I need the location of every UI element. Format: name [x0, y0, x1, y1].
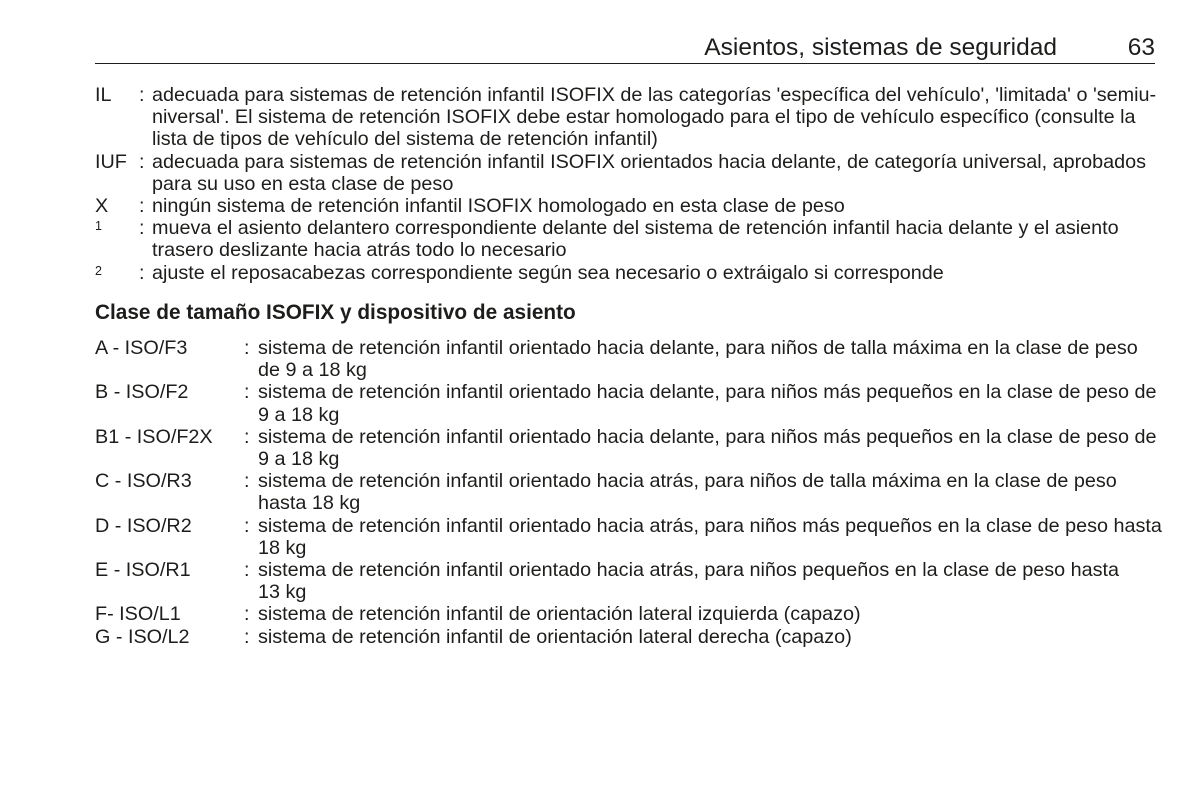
- legend-description: ajuste el reposacabezas correspondiente según sea necesario o extráigalo si corresponde: [152, 261, 944, 284]
- isofix-size-class-list: [95, 337, 1162, 648]
- size-class-separator: :: [244, 425, 250, 448]
- size-class-description: sistema de retención infantil orientado hacia delante, para niños más pequeños en la clase de peso de 9 a 18 kg: [258, 425, 1157, 471]
- size-class-separator: :: [244, 514, 250, 537]
- size-class-code: E - ISO/R1: [95, 559, 191, 582]
- size-class-code: D - ISO/R2: [95, 514, 192, 537]
- legend-item-footnote-1: [95, 217, 1156, 261]
- size-class-description: sistema de retención infantil orientado hacia delante, para niños más pequeños en la clase de peso de 9 a 18 kg: [258, 381, 1157, 426]
- legend-item-footnote-2: [95, 262, 1156, 284]
- size-class-separator: :: [244, 559, 250, 582]
- legend-term: X: [95, 195, 109, 218]
- size-class-description: sistema de retención infantil orientado hacia delante, para niños de talla máxima en la clase de peso de 9 a 18 kg: [258, 337, 1138, 382]
- size-class-b1-iso-f2x: [95, 426, 1162, 470]
- legend-term: IUF: [95, 150, 127, 173]
- legend-item-iuf: [95, 151, 1156, 195]
- size-class-code: B - ISO/F2: [95, 381, 189, 404]
- size-class-separator: :: [244, 337, 250, 359]
- legend-separator: :: [139, 84, 145, 106]
- size-class-description: sistema de retención infantil orientado hacia atrás, para niños pequeños en la clase de peso hasta 13 kg: [258, 559, 1120, 604]
- size-class-code: F- ISO/L1: [95, 603, 181, 626]
- legend-separator: :: [139, 195, 145, 218]
- legend-description: mueva el asiento delantero correspondiente delante del sistema de retención infantil hacia delante y el asiento trasero deslizante hacia atrás todo lo necesario: [152, 217, 1119, 262]
- size-class-description: sistema de retención infantil de orientación lateral derecha (capazo): [258, 625, 852, 648]
- size-class-separator: :: [244, 603, 250, 626]
- size-class-description: sistema de retención infantil orientado hacia atrás, para niños de talla máxima en la clase de peso hasta 18 kg: [258, 470, 1117, 515]
- size-class-f-iso-l1: [95, 603, 1162, 625]
- size-class-code: B1 - ISO/F2X: [95, 425, 213, 448]
- legend-separator: :: [139, 217, 145, 240]
- legend-term: IL: [95, 84, 112, 106]
- header-rule: [95, 63, 1155, 64]
- footnote-marker: 1: [95, 219, 102, 234]
- size-class-separator: :: [244, 625, 250, 648]
- size-class-description: sistema de retención infantil orientado hacia atrás, para niños más pequeños en la clase de peso hasta 18 kg: [258, 514, 1162, 559]
- size-class-separator: :: [244, 381, 250, 404]
- section-title: Asientos, sistemas de seguridad: [704, 34, 1057, 61]
- size-class-c-iso-r3: [95, 470, 1162, 514]
- size-class-code: G - ISO/L2: [95, 625, 190, 648]
- size-class-description: sistema de retención infantil de orientación lateral izquierda (capazo): [258, 603, 861, 626]
- isofix-legend-list: [95, 84, 1156, 284]
- legend-description: adecuada para sistemas de retención infantil ISOFIX orientados hacia delante, de categoría universal, aprobados para su uso en esta clase de peso: [152, 150, 1147, 195]
- size-class-e-iso-r1: [95, 559, 1162, 603]
- legend-item-x: [95, 195, 1156, 217]
- size-class-separator: :: [244, 470, 250, 493]
- legend-separator: :: [139, 150, 145, 173]
- page-number: 63: [1127, 34, 1155, 61]
- legend-item-il: [95, 84, 1156, 151]
- size-class-d-iso-r2: [95, 515, 1162, 559]
- legend-description: adecuada para sistemas de retención infantil ISOFIX de las categorías 'específica del vehículo', 'limitada' o 'semiu- niversal'. El sistema de retención ISOFIX debe estar homologado para el tipo de vehículo específico (consulte la lista de tipos de vehículo del sistema de retención infantil): [152, 84, 1157, 151]
- legend-separator: :: [139, 261, 145, 284]
- section-heading: Clase de tamaño ISOFIX y dispositivo de asiento: [95, 301, 576, 324]
- size-class-a-iso-f3: [95, 337, 1162, 381]
- footnote-marker: 2: [95, 263, 102, 278]
- size-class-g-iso-l2: [95, 626, 1162, 648]
- size-class-code: C - ISO/R3: [95, 470, 192, 493]
- size-class-code: A - ISO/F3: [95, 337, 188, 359]
- legend-description: ningún sistema de retención infantil ISOFIX homologado en esta clase de peso: [152, 195, 845, 218]
- size-class-b-iso-f2: [95, 381, 1162, 425]
